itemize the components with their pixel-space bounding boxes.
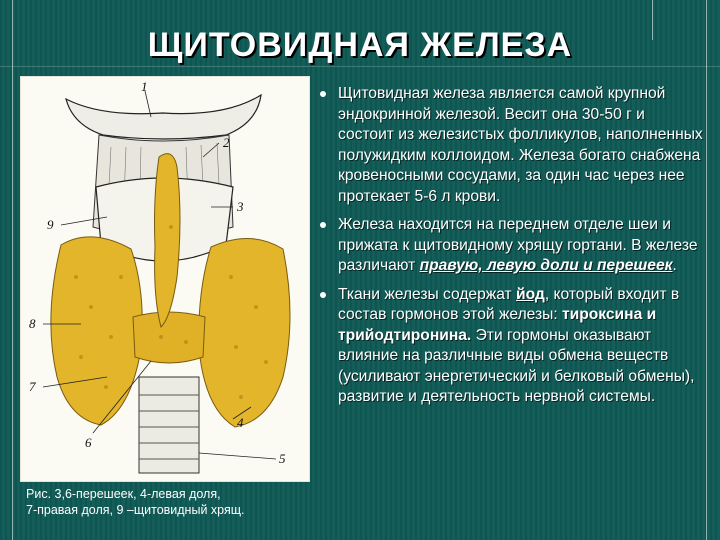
figure-label-6: 6	[85, 435, 92, 450]
trachea-shape	[139, 377, 199, 473]
left-lobe-shape	[199, 238, 290, 427]
figure-label-8: 8	[29, 316, 36, 331]
bullet-2-end: .	[672, 257, 677, 274]
bullet-3-iodine: йод	[516, 285, 545, 303]
bullet-dot	[320, 91, 326, 97]
bullet-3-hormones: тироксина и трийодтиронина.	[338, 306, 657, 344]
figure-label-5: 5	[279, 451, 286, 466]
figure-label-4: 4	[237, 415, 244, 430]
bullet-2-emphasis: правую, левую доли и перешеек	[419, 257, 673, 274]
figure-label-3: 3	[237, 199, 244, 214]
figure-label-2: 2	[223, 135, 230, 150]
pyramidal-lobe-shape	[155, 154, 181, 327]
decor-line-right	[706, 0, 707, 540]
bullet-item-3	[318, 285, 704, 408]
bullet-3-part-c: Эти гормоны оказывают влияние на различные виды обмена веществ (усиливают энергетический и белковый обмены), развитие и деятельность нервной системы.	[338, 326, 695, 405]
isthmus-shape	[133, 312, 205, 363]
figure-caption	[26, 486, 316, 518]
bullet-3-part-a: Ткани железы содержат	[338, 285, 517, 303]
bullet-dot	[320, 292, 326, 298]
decor-line-horizontal	[0, 66, 720, 67]
caption-line-2: 7-правая доля, 9 –щитовидный хрящ.	[26, 503, 245, 517]
thyroid-illustration	[20, 76, 310, 482]
bullet-1-text: Щитовидная железа является самой крупной эндокринной железой. Весит она 30-50 г и состоит из железистых фолликулов, наполненных полужидким коллоидом. Железа богато снабжена кровеносными сосудами, за один час через нее протекает 5-6 л крови.	[338, 85, 703, 205]
figure-label-1: 1	[141, 79, 148, 94]
bullet-3-part-b: , который входит в состав гормонов этой железы:	[338, 285, 680, 323]
figure-label-9: 9	[47, 217, 54, 232]
caption-line-1: Рис. 3,6-перешеек, 4-левая доля,	[26, 487, 221, 501]
bullet-item-1	[318, 84, 704, 207]
bullet-2-text: Железа находится на переднем отделе шеи и прижата к щитовидному хрящу гортани. В железе различают	[338, 216, 698, 274]
bullet-item-2	[318, 215, 704, 277]
hyoid-bone-shape	[66, 95, 261, 139]
slide-title: ЩИТОВИДНАЯ ЖЕЛЕЗА	[147, 26, 573, 64]
figure-label-7: 7	[29, 379, 36, 394]
bullet-list	[318, 84, 704, 416]
thyroid-drawing	[21, 77, 309, 481]
bullet-dot	[320, 222, 326, 228]
decor-line-left	[12, 0, 13, 540]
right-lobe-shape	[51, 237, 142, 425]
